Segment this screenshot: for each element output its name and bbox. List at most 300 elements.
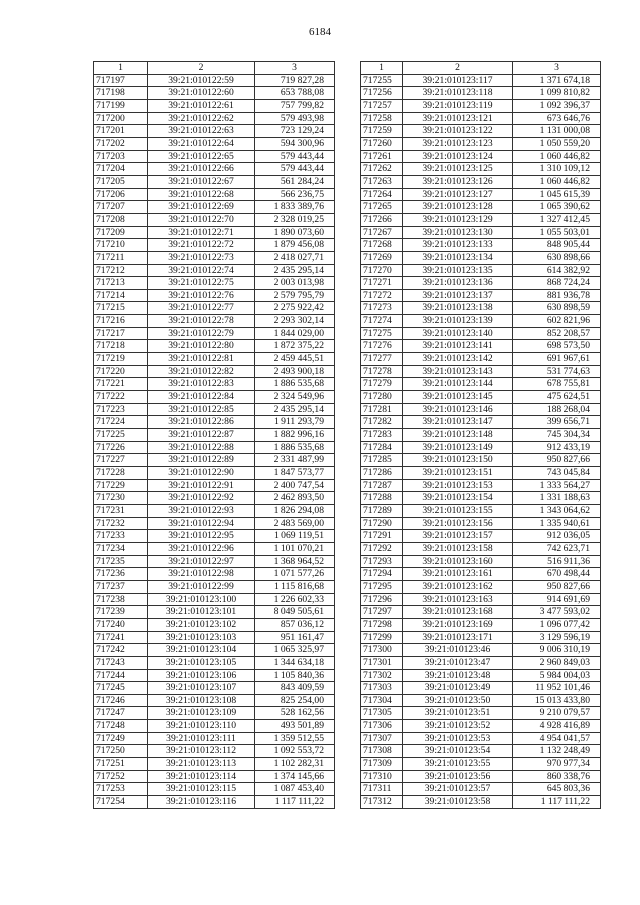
row-number-cell: 717294 xyxy=(361,568,403,581)
cadastral-value-cell: 2 459 445,51 xyxy=(255,353,335,366)
row-number-cell: 717239 xyxy=(94,606,148,619)
table-row xyxy=(94,365,335,378)
cadastral-value-cell: 11 952 101,46 xyxy=(513,682,601,695)
cadastral-number-cell: 39:21:010123:101 xyxy=(148,606,255,619)
cadastral-value-cell: 1 886 535,68 xyxy=(255,441,335,454)
table-row xyxy=(94,137,335,150)
cadastral-number-cell: 39:21:010123:156 xyxy=(403,517,513,530)
row-number-cell: 717302 xyxy=(361,669,403,682)
row-number-cell: 717200 xyxy=(94,112,148,125)
cadastral-value-cell: 2 579 795,79 xyxy=(255,289,335,302)
cadastral-number-cell: 39:21:010122:65 xyxy=(148,150,255,163)
cadastral-number-cell: 39:21:010123:48 xyxy=(403,669,513,682)
cadastral-value-cell: 757 799,82 xyxy=(255,99,335,112)
table-row xyxy=(94,125,335,138)
row-number-cell: 717213 xyxy=(94,277,148,290)
page-number: 6184 xyxy=(309,26,331,38)
cadastral-number-cell: 39:21:010122:81 xyxy=(148,353,255,366)
row-number-cell: 717288 xyxy=(361,492,403,505)
cadastral-number-cell: 39:21:010122:72 xyxy=(148,239,255,252)
table-row xyxy=(94,580,335,593)
cadastral-value-cell: 673 646,76 xyxy=(513,112,601,125)
table-row xyxy=(361,555,601,568)
row-number-cell: 717290 xyxy=(361,517,403,530)
table-row xyxy=(361,770,601,783)
table-row xyxy=(94,226,335,239)
row-number-cell: 717209 xyxy=(94,226,148,239)
row-number-cell: 717296 xyxy=(361,593,403,606)
cadastral-number-cell: 39:21:010122:70 xyxy=(148,213,255,226)
table-row xyxy=(361,669,601,682)
cadastral-number-cell: 39:21:010122:86 xyxy=(148,416,255,429)
cadastral-value-cell: 1 872 375,22 xyxy=(255,340,335,353)
row-number-cell: 717291 xyxy=(361,530,403,543)
cadastral-number-cell: 39:21:010122:62 xyxy=(148,112,255,125)
row-number-cell: 717240 xyxy=(94,618,148,631)
cadastral-number-cell: 39:21:010122:96 xyxy=(148,542,255,555)
cadastral-number-cell: 39:21:010123:134 xyxy=(403,251,513,264)
row-number-cell: 717307 xyxy=(361,732,403,745)
row-number-cell: 717254 xyxy=(94,796,148,809)
cadastral-number-cell: 39:21:010123:109 xyxy=(148,707,255,720)
cadastral-number-cell: 39:21:010122:80 xyxy=(148,340,255,353)
cadastral-value-cell: 2 418 027,71 xyxy=(255,251,335,264)
cadastral-value-cell: 3 477 593,02 xyxy=(513,606,601,619)
cadastral-value-cell: 1 055 503,01 xyxy=(513,226,601,239)
cadastral-number-cell: 39:21:010122:73 xyxy=(148,251,255,264)
table-row xyxy=(361,707,601,720)
cadastral-value-cell: 1 844 029,00 xyxy=(255,327,335,340)
row-number-cell: 717281 xyxy=(361,403,403,416)
cadastral-value-cell: 630 898,59 xyxy=(513,302,601,315)
cadastral-number-cell: 39:21:010122:60 xyxy=(148,87,255,100)
table-row xyxy=(361,175,601,188)
row-number-cell: 717271 xyxy=(361,277,403,290)
cadastral-value-cell: 2 293 302,14 xyxy=(255,315,335,328)
cadastral-number-cell: 39:21:010123:139 xyxy=(403,315,513,328)
table-row xyxy=(94,479,335,492)
table-row xyxy=(361,277,601,290)
row-number-cell: 717233 xyxy=(94,530,148,543)
cadastral-value-cell: 1 132 248,49 xyxy=(513,745,601,758)
table-row xyxy=(94,239,335,252)
cadastral-value-cell: 1 069 119,51 xyxy=(255,530,335,543)
row-number-cell: 717300 xyxy=(361,644,403,657)
table-row xyxy=(94,327,335,340)
header-cell: 1 xyxy=(94,62,148,75)
cadastral-value-cell: 970 977,34 xyxy=(513,758,601,771)
row-number-cell: 717272 xyxy=(361,289,403,302)
cadastral-number-cell: 39:21:010122:82 xyxy=(148,365,255,378)
cadastral-value-cell: 912 433,19 xyxy=(513,441,601,454)
table-row xyxy=(361,403,601,416)
table-row xyxy=(361,150,601,163)
table-row xyxy=(361,593,601,606)
cadastral-value-cell: 566 236,75 xyxy=(255,188,335,201)
cadastral-number-cell: 39:21:010123:112 xyxy=(148,745,255,758)
table-row xyxy=(361,517,601,530)
cadastral-number-cell: 39:21:010123:118 xyxy=(403,87,513,100)
cadastral-number-cell: 39:21:010122:63 xyxy=(148,125,255,138)
cadastral-value-cell: 8 049 505,61 xyxy=(255,606,335,619)
cadastral-number-cell: 39:21:010123:105 xyxy=(148,656,255,669)
cadastral-number-cell: 39:21:010123:115 xyxy=(148,783,255,796)
table-row xyxy=(361,125,601,138)
row-number-cell: 717228 xyxy=(94,467,148,480)
row-number-cell: 717221 xyxy=(94,378,148,391)
cadastral-number-cell: 39:21:010123:54 xyxy=(403,745,513,758)
cadastral-number-cell: 39:21:010123:153 xyxy=(403,479,513,492)
row-number-cell: 717275 xyxy=(361,327,403,340)
cadastral-number-cell: 39:21:010123:126 xyxy=(403,175,513,188)
table-row xyxy=(94,631,335,644)
table-row xyxy=(361,656,601,669)
cadastral-value-cell: 1 879 456,08 xyxy=(255,239,335,252)
cadastral-number-cell: 39:21:010123:138 xyxy=(403,302,513,315)
table-row xyxy=(361,137,601,150)
row-number-cell: 717244 xyxy=(94,669,148,682)
row-number-cell: 717199 xyxy=(94,99,148,112)
cadastral-value-cell: 1 096 077,42 xyxy=(513,618,601,631)
table-row xyxy=(94,315,335,328)
cadastral-number-cell: 39:21:010123:57 xyxy=(403,783,513,796)
cadastral-number-cell: 39:21:010123:106 xyxy=(148,669,255,682)
cadastral-value-cell: 531 774,63 xyxy=(513,365,601,378)
cadastral-number-cell: 39:21:010122:68 xyxy=(148,188,255,201)
cadastral-value-cell: 1 060 446,82 xyxy=(513,150,601,163)
cadastral-number-cell: 39:21:010123:119 xyxy=(403,99,513,112)
cadastral-number-cell: 39:21:010123:157 xyxy=(403,530,513,543)
row-number-cell: 717285 xyxy=(361,454,403,467)
table-row xyxy=(94,720,335,733)
row-number-cell: 717252 xyxy=(94,770,148,783)
cadastral-number-cell: 39:21:010122:95 xyxy=(148,530,255,543)
row-number-cell: 717220 xyxy=(94,365,148,378)
row-number-cell: 717256 xyxy=(361,87,403,100)
row-number-cell: 717230 xyxy=(94,492,148,505)
table-row xyxy=(94,353,335,366)
cadastral-number-cell: 39:21:010123:108 xyxy=(148,694,255,707)
row-number-cell: 717264 xyxy=(361,188,403,201)
cadastral-value-cell: 9 006 310,19 xyxy=(513,644,601,657)
cadastral-number-cell: 39:21:010123:130 xyxy=(403,226,513,239)
table-row xyxy=(94,150,335,163)
cadastral-value-cell: 2 483 569,00 xyxy=(255,517,335,530)
row-number-cell: 717245 xyxy=(94,682,148,695)
row-number-cell: 717298 xyxy=(361,618,403,631)
cadastral-number-cell: 39:21:010123:150 xyxy=(403,454,513,467)
cadastral-value-cell: 1 050 559,20 xyxy=(513,137,601,150)
table-row xyxy=(361,631,601,644)
table-row xyxy=(361,340,601,353)
cadastral-value-cell: 15 013 433,80 xyxy=(513,694,601,707)
row-number-cell: 717257 xyxy=(361,99,403,112)
table-row xyxy=(94,707,335,720)
cadastral-value-cell: 1 115 816,68 xyxy=(255,580,335,593)
cadastral-value-cell: 2 462 893,50 xyxy=(255,492,335,505)
cadastral-value-cell: 579 443,44 xyxy=(255,150,335,163)
row-number-cell: 717243 xyxy=(94,656,148,669)
table-row xyxy=(361,365,601,378)
row-number-cell: 717299 xyxy=(361,631,403,644)
row-number-cell: 717259 xyxy=(361,125,403,138)
cadastral-number-cell: 39:21:010123:148 xyxy=(403,429,513,442)
row-number-cell: 717253 xyxy=(94,783,148,796)
table-row xyxy=(94,492,335,505)
table-row xyxy=(361,251,601,264)
table-row xyxy=(94,783,335,796)
row-number-cell: 717246 xyxy=(94,694,148,707)
cadastral-value-cell: 951 161,47 xyxy=(255,631,335,644)
cadastral-number-cell: 39:21:010122:59 xyxy=(148,74,255,87)
cadastral-value-cell: 852 208,57 xyxy=(513,327,601,340)
cadastral-number-cell: 39:21:010122:94 xyxy=(148,517,255,530)
cadastral-number-cell: 39:21:010123:136 xyxy=(403,277,513,290)
column-number-header xyxy=(361,62,601,75)
row-number-cell: 717270 xyxy=(361,264,403,277)
row-number-cell: 717237 xyxy=(94,580,148,593)
cadastral-number-cell: 39:21:010123:58 xyxy=(403,796,513,809)
row-number-cell: 717292 xyxy=(361,542,403,555)
table-row xyxy=(361,504,601,517)
table-row xyxy=(361,745,601,758)
cadastral-number-cell: 39:21:010123:133 xyxy=(403,239,513,252)
table-row xyxy=(361,112,601,125)
row-number-cell: 717218 xyxy=(94,340,148,353)
cadastral-value-cell: 742 623,71 xyxy=(513,542,601,555)
table-row xyxy=(94,87,335,100)
cadastral-value-cell: 1 333 564,27 xyxy=(513,479,601,492)
cadastral-value-cell: 1 071 577,26 xyxy=(255,568,335,581)
table-row xyxy=(94,517,335,530)
row-number-cell: 717215 xyxy=(94,302,148,315)
cadastral-value-cell: 1 060 446,82 xyxy=(513,175,601,188)
row-number-cell: 717203 xyxy=(94,150,148,163)
cadastral-number-cell: 39:21:010123:55 xyxy=(403,758,513,771)
row-number-cell: 717286 xyxy=(361,467,403,480)
cadastral-number-cell: 39:21:010123:144 xyxy=(403,378,513,391)
cadastral-number-cell: 39:21:010123:158 xyxy=(403,542,513,555)
cadastral-value-cell: 561 284,24 xyxy=(255,175,335,188)
header-cell: 3 xyxy=(513,62,601,75)
table-row xyxy=(94,188,335,201)
cadastral-number-cell: 39:21:010123:104 xyxy=(148,644,255,657)
cadastral-value-cell: 4 928 416,89 xyxy=(513,720,601,733)
cadastral-number-cell: 39:21:010123:155 xyxy=(403,504,513,517)
table-row xyxy=(361,492,601,505)
cadastral-value-cell: 1 092 396,37 xyxy=(513,99,601,112)
row-number-cell: 717268 xyxy=(361,239,403,252)
cadastral-value-cell: 857 036,12 xyxy=(255,618,335,631)
cadastral-value-cell: 1 310 109,12 xyxy=(513,163,601,176)
table-row xyxy=(94,555,335,568)
cadastral-number-cell: 39:21:010123:111 xyxy=(148,732,255,745)
cadastral-value-cell: 678 755,81 xyxy=(513,378,601,391)
table-row xyxy=(94,656,335,669)
cadastral-number-cell: 39:21:010123:46 xyxy=(403,644,513,657)
cadastral-value-cell: 2 331 487,99 xyxy=(255,454,335,467)
row-number-cell: 717247 xyxy=(94,707,148,720)
row-number-cell: 717262 xyxy=(361,163,403,176)
cadastral-number-cell: 39:21:010123:154 xyxy=(403,492,513,505)
table-row xyxy=(361,720,601,733)
row-number-cell: 717208 xyxy=(94,213,148,226)
row-number-cell: 717258 xyxy=(361,112,403,125)
table-row xyxy=(94,454,335,467)
cadastral-number-cell: 39:21:010123:103 xyxy=(148,631,255,644)
table-row xyxy=(361,479,601,492)
row-number-cell: 717229 xyxy=(94,479,148,492)
row-number-cell: 717216 xyxy=(94,315,148,328)
row-number-cell: 717303 xyxy=(361,682,403,695)
cadastral-number-cell: 39:21:010123:162 xyxy=(403,580,513,593)
row-number-cell: 717278 xyxy=(361,365,403,378)
cadastral-value-cell: 2 435 295,14 xyxy=(255,403,335,416)
table-row xyxy=(361,530,601,543)
cadastral-number-cell: 39:21:010122:90 xyxy=(148,467,255,480)
cadastral-number-cell: 39:21:010123:142 xyxy=(403,353,513,366)
cadastral-number-cell: 39:21:010123:107 xyxy=(148,682,255,695)
row-number-cell: 717306 xyxy=(361,720,403,733)
cadastral-value-cell: 2 324 549,96 xyxy=(255,391,335,404)
table-row xyxy=(94,644,335,657)
cadastral-value-cell: 3 129 596,19 xyxy=(513,631,601,644)
cadastral-number-cell: 39:21:010123:169 xyxy=(403,618,513,631)
cadastral-number-cell: 39:21:010123:100 xyxy=(148,593,255,606)
cadastral-value-cell: 950 827,66 xyxy=(513,454,601,467)
cadastral-value-cell: 1 890 073,60 xyxy=(255,226,335,239)
cadastral-value-cell: 528 162,56 xyxy=(255,707,335,720)
cadastral-number-cell: 39:21:010123:110 xyxy=(148,720,255,733)
cadastral-value-cell: 1 847 573,77 xyxy=(255,467,335,480)
cadastral-number-cell: 39:21:010123:124 xyxy=(403,150,513,163)
row-number-cell: 717309 xyxy=(361,758,403,771)
table-row xyxy=(361,568,601,581)
row-number-cell: 717265 xyxy=(361,201,403,214)
cadastral-value-cell: 1 087 453,40 xyxy=(255,783,335,796)
table-row xyxy=(361,391,601,404)
row-number-cell: 717206 xyxy=(94,188,148,201)
header-cell: 2 xyxy=(403,62,513,75)
row-number-cell: 717223 xyxy=(94,403,148,416)
table-row xyxy=(361,454,601,467)
cadastral-value-cell: 1 099 810,82 xyxy=(513,87,601,100)
cadastral-number-cell: 39:21:010122:77 xyxy=(148,302,255,315)
cadastral-number-cell: 39:21:010123:160 xyxy=(403,555,513,568)
cadastral-value-cell: 630 898,66 xyxy=(513,251,601,264)
table-row xyxy=(361,239,601,252)
cadastral-value-cell: 881 936,78 xyxy=(513,289,601,302)
row-number-cell: 717241 xyxy=(94,631,148,644)
table-row xyxy=(361,327,601,340)
table-row xyxy=(361,682,601,695)
header-cell: 1 xyxy=(361,62,403,75)
row-number-cell: 717242 xyxy=(94,644,148,657)
cadastral-number-cell: 39:21:010122:76 xyxy=(148,289,255,302)
table-row xyxy=(361,644,601,657)
table-row xyxy=(94,542,335,555)
cadastral-value-cell: 848 905,44 xyxy=(513,239,601,252)
cadastral-value-cell: 825 254,00 xyxy=(255,694,335,707)
cadastral-value-cell: 1 344 634,18 xyxy=(255,656,335,669)
table-row xyxy=(361,429,601,442)
table-row xyxy=(361,580,601,593)
table-row xyxy=(94,694,335,707)
cadastral-value-table-right xyxy=(360,61,601,809)
cadastral-number-cell: 39:21:010123:116 xyxy=(148,796,255,809)
table-row xyxy=(94,289,335,302)
table-row xyxy=(94,568,335,581)
row-number-cell: 717261 xyxy=(361,150,403,163)
row-number-cell: 717312 xyxy=(361,796,403,809)
row-number-cell: 717224 xyxy=(94,416,148,429)
cadastral-value-cell: 9 210 079,57 xyxy=(513,707,601,720)
cadastral-value-cell: 1 335 940,61 xyxy=(513,517,601,530)
row-number-cell: 717301 xyxy=(361,656,403,669)
cadastral-number-cell: 39:21:010123:102 xyxy=(148,618,255,631)
table-row xyxy=(361,315,601,328)
cadastral-number-cell: 39:21:010123:151 xyxy=(403,467,513,480)
row-number-cell: 717273 xyxy=(361,302,403,315)
cadastral-number-cell: 39:21:010123:137 xyxy=(403,289,513,302)
cadastral-value-cell: 2 400 747,54 xyxy=(255,479,335,492)
row-number-cell: 717279 xyxy=(361,378,403,391)
cadastral-value-cell: 1 092 553,72 xyxy=(255,745,335,758)
cadastral-value-cell: 1 374 145,66 xyxy=(255,770,335,783)
row-number-cell: 717282 xyxy=(361,416,403,429)
cadastral-value-cell: 475 624,51 xyxy=(513,391,601,404)
table-row xyxy=(361,378,601,391)
cadastral-number-cell: 39:21:010122:84 xyxy=(148,391,255,404)
row-number-cell: 717222 xyxy=(94,391,148,404)
table-row xyxy=(94,504,335,517)
cadastral-value-cell: 516 911,36 xyxy=(513,555,601,568)
cadastral-number-cell: 39:21:010123:50 xyxy=(403,694,513,707)
cadastral-value-cell: 1 045 615,39 xyxy=(513,188,601,201)
table-row xyxy=(361,201,601,214)
row-number-cell: 717232 xyxy=(94,517,148,530)
cadastral-number-cell: 39:21:010123:149 xyxy=(403,441,513,454)
row-number-cell: 717212 xyxy=(94,264,148,277)
table-row xyxy=(94,277,335,290)
cadastral-number-cell: 39:21:010123:135 xyxy=(403,264,513,277)
table-row xyxy=(94,593,335,606)
cadastral-number-cell: 39:21:010122:74 xyxy=(148,264,255,277)
table-row xyxy=(361,264,601,277)
cadastral-number-cell: 39:21:010122:78 xyxy=(148,315,255,328)
cadastral-value-cell: 723 129,24 xyxy=(255,125,335,138)
cadastral-value-cell: 1 117 111,22 xyxy=(513,796,601,809)
row-number-cell: 717311 xyxy=(361,783,403,796)
row-number-cell: 717226 xyxy=(94,441,148,454)
row-number-cell: 717255 xyxy=(361,74,403,87)
cadastral-number-cell: 39:21:010122:83 xyxy=(148,378,255,391)
row-number-cell: 717198 xyxy=(94,87,148,100)
cadastral-value-cell: 1 826 294,08 xyxy=(255,504,335,517)
cadastral-value-cell: 2 003 013,98 xyxy=(255,277,335,290)
table-row xyxy=(361,732,601,745)
row-number-cell: 717214 xyxy=(94,289,148,302)
table-row xyxy=(94,530,335,543)
cadastral-number-cell: 39:21:010123:141 xyxy=(403,340,513,353)
table-row xyxy=(94,175,335,188)
cadastral-value-cell: 1 833 389,76 xyxy=(255,201,335,214)
cadastral-number-cell: 39:21:010122:69 xyxy=(148,201,255,214)
table-row xyxy=(361,467,601,480)
row-number-cell: 717227 xyxy=(94,454,148,467)
cadastral-value-cell: 399 656,71 xyxy=(513,416,601,429)
cadastral-value-cell: 691 967,61 xyxy=(513,353,601,366)
